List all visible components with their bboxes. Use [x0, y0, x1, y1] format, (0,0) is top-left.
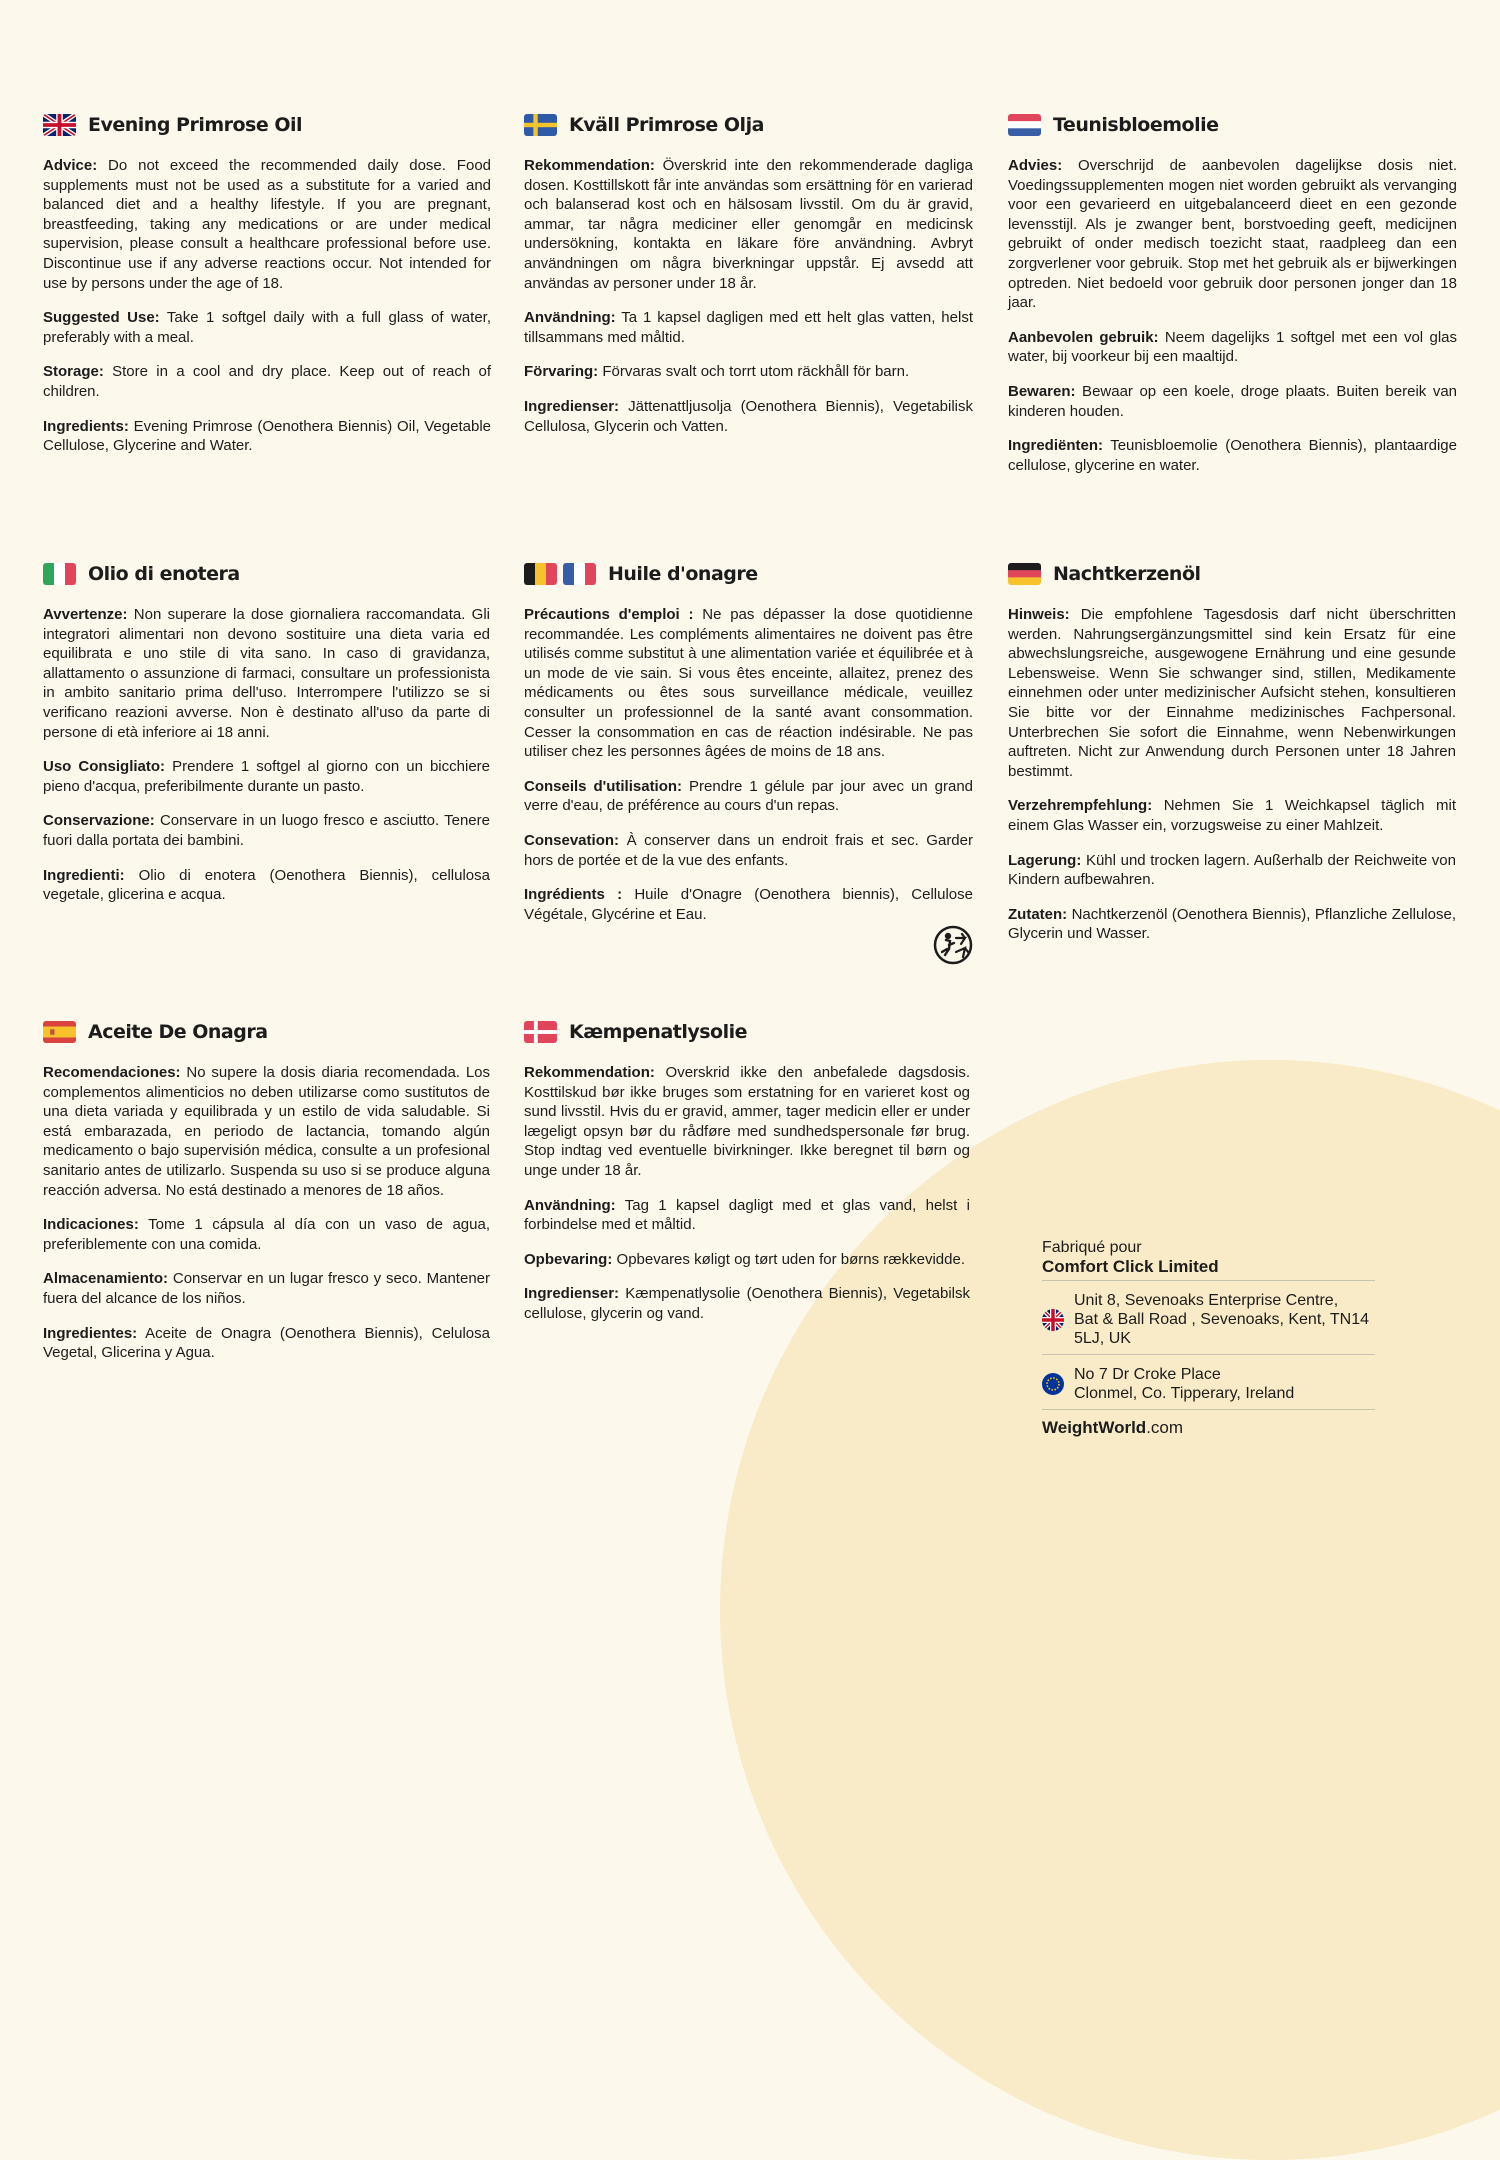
eu-address: [1042, 1355, 1375, 1410]
paragraph-text: Nehmen Sie 1 Weichkapsel täglich mit einem Glas Wasser ein, vorzugsweise zu einer Mahlzeit.: [1008, 797, 1456, 834]
paragraph-text: Evening Primrose (Oenothera Biennis) Oil, Vegetable Cellulose, Glycerine and Water.: [43, 417, 491, 455]
recycling-triman-icon: [932, 924, 974, 966]
section-header: [43, 114, 491, 136]
info-paragraph: [43, 605, 490, 742]
info-paragraph: [524, 1196, 970, 1235]
info-paragraph: [43, 1324, 490, 1363]
info-paragraph: [524, 1250, 970, 1270]
italy-flag-icon: [43, 563, 76, 585]
uk-flag-icon: [43, 114, 76, 136]
info-paragraph: [524, 605, 973, 762]
info-paragraph: [1008, 796, 1456, 835]
paragraph-label: Suggested Use:: [43, 309, 160, 327]
belgium-flag-icon: [524, 563, 557, 585]
paragraph-label: Ingredientes:: [43, 1324, 138, 1342]
info-paragraph: [524, 885, 973, 924]
paragraph-text: Die empfohlene Tagesdosis darf nicht überschritten werden. Nahrungsergänzungsmittel sind kein Ersatz für eine abwechslungsreiche, ausgewogene Ernährung und eine gesunde Lebensweise. Wenn Sie schwanger sind, stillen, Medikamente einnehmen oder unter medizinischer Aufsicht stehen, konsultieren Sie bitte vor der Einnahme medizinisches Fachpersonal. Unterbrechen Sie sofort die Einnahme, wenn Nebenwirkungen auftreten. Nicht zur Anwendung durch Personen unter 18 Jahren bestimmt.: [1008, 606, 1456, 780]
paragraph-label: Hinweis:: [1008, 606, 1070, 623]
paragraph-text: À conserver dans un endroit frais et sec. Garder hors de portée et de la vue des enfants.: [524, 831, 973, 869]
paragraph-label: Ingrédients :: [524, 886, 623, 904]
info-paragraph: [524, 1284, 970, 1323]
uk-address-line2: Bat & Ball Road , Sevenoaks, Kent, TN14 5LJ, UK: [1074, 1311, 1369, 1347]
made-for-block: [1042, 1238, 1375, 1281]
paragraph-text: Overskrid ikke den anbefalede dagsdosis. Kosttilskud bør ikke bruges som erstatning for en varieret kost og sund livsstil. Hvis du er gravid, ammer, tager medicin eller er under lægeligt opsyn bør du rådføre med sundhedspersonale før brug. Stop indtag ved eventuelle bivirkninger. Ikke beregnet til børn og unge under 18 år.: [524, 1064, 970, 1179]
paragraph-text: Ta 1 kapsel dagligen med ett helt glas vatten, helst tillsammans med måltid.: [524, 309, 973, 346]
section-title: Aceite De Onagra: [88, 1021, 268, 1043]
paragraph-label: Ingredienser:: [524, 397, 620, 415]
paragraph-text: Jättenattljusolja (Oenothera Biennis), Vegetabilisk Cellulosa, Glycerin och Vatten.: [524, 397, 973, 435]
info-paragraph: [43, 757, 490, 796]
section-header: [43, 1021, 490, 1043]
paragraph-text: Conservar en un lugar fresco y seco. Mantener fuera del alcance de los niños.: [43, 1270, 490, 1307]
info-paragraph: [524, 308, 973, 347]
paragraph-label: Conseils d'utilisation:: [524, 777, 683, 795]
paragraph-label: Indicaciones:: [43, 1216, 139, 1234]
info-paragraph: [43, 811, 490, 850]
flag-group: [524, 1021, 557, 1043]
paragraph-label: Användning:: [524, 309, 616, 327]
paragraph-label: Rekommendation:: [524, 157, 655, 174]
section-title: Huile d'onagre: [608, 563, 758, 585]
info-paragraph: [1008, 328, 1457, 367]
flag-group: [524, 563, 596, 585]
paragraph-text: Huile d'Onagre (Oenothera biennis), Cellulose Végétale, Glycérine et Eau.: [524, 886, 973, 923]
paragraph-label: Almacenamiento:: [43, 1270, 169, 1288]
uk-address-line1: Unit 8, Sevenoaks Enterprise Centre,: [1074, 1292, 1339, 1309]
flag-group: [43, 563, 76, 585]
section-header: [524, 1021, 970, 1043]
website-brand: WeightWorld: [1042, 1418, 1147, 1437]
info-paragraph: [524, 156, 973, 293]
netherlands-flag-icon: [1008, 114, 1041, 136]
section-title: Kæmpenatlysolie: [569, 1021, 748, 1043]
manufacturer-info: [1042, 1238, 1382, 1437]
paragraph-text: Tome 1 cápsula al día con un vaso de agua, preferiblemente con una comida.: [43, 1216, 490, 1253]
info-paragraph: [43, 156, 491, 293]
uk-flag-icon: [1042, 1309, 1064, 1331]
paragraph-text: Neem dagelijks 1 softgel met een vol glas water, bij voorkeur bij een maaltijd.: [1008, 328, 1457, 366]
paragraph-label: Ingrediënten:: [1008, 437, 1104, 455]
paragraph-text: Overschrijd de aanbevolen dagelijkse dosis niet. Voedingssupplementen mogen niet worden gebruikt als vervanging voor een gevarieerd en uitgebalanceerd dieet en een gezonde levensstijl. Als je zwanger bent, borstvoeding geeft, medicijnen gebruikt of onder medisch toezicht staat, raadpleeg dan een zorgverlener voor gebruik. Stop met het gebruik als er bijwerkingen optreden. Niet bedoeld voor gebruik door personen jonger dan 18 jaar.: [1008, 157, 1457, 312]
section-spain: [43, 1021, 490, 1378]
paragraph-label: Verzehrempfehlung:: [1008, 797, 1153, 815]
paragraph-text: Teunisbloemolie (Oenothera Biennis), plantaardige cellulose, glycerine en water.: [1008, 437, 1457, 474]
paragraph-text: Conservare in un luogo fresco e asciutto. Tenere fuori dalla portata dei bambini.: [43, 812, 490, 849]
company-name: Comfort Click Limited: [1042, 1257, 1219, 1276]
section-title: Evening Primrose Oil: [88, 114, 303, 136]
section-header: [1008, 114, 1457, 136]
paragraph-text: Kühl und trocken lagern. Außerhalb der Reichweite von Kindern aufbewahren.: [1008, 851, 1456, 889]
made-for-label: Fabriqué pour: [1042, 1239, 1142, 1256]
info-paragraph: [524, 397, 973, 436]
paragraph-text: Prendere 1 softgel al giorno con un bicchiere pieno d'acqua, preferibilmente durante un pasto.: [43, 758, 490, 795]
paragraph-label: Lagerung:: [1008, 851, 1082, 869]
paragraph-text: Non superare la dose giornaliera raccomandata. Gli integratori alimentari non devono sostituire una dieta varia ed equilibrata e uno stile di vita sano. In caso di gravidanza, allattamento o assunzione di farmaci, consultare un professionista in ambito sanitario prima dell'uso. Interrompere l'utilizzo se si verificano reazioni avverse. Non è destinato all'uso da parte di persone di età inferiore ai 18 anni.: [43, 606, 490, 741]
flag-group: [1008, 114, 1041, 136]
flag-group: [524, 114, 557, 136]
info-paragraph: [524, 831, 973, 870]
paragraph-label: Ingredienti:: [43, 866, 125, 884]
denmark-flag-icon: [524, 1021, 557, 1043]
section-header: [43, 563, 490, 585]
section-title: Teunisbloemolie: [1053, 114, 1219, 136]
info-paragraph: [43, 417, 491, 456]
paragraph-text: Kæmpenatlysolie (Oenothera Biennis), Vegetabilsk cellulose, glycerin og vand.: [524, 1285, 970, 1322]
paragraph-label: Advice:: [43, 157, 98, 174]
paragraph-label: Rekommendation:: [524, 1064, 655, 1081]
section-uk: [43, 114, 491, 471]
paragraph-text: Opbevares køligt og tørt uden for børns rækkevidde.: [612, 1250, 966, 1268]
paragraph-label: Opbevaring:: [524, 1250, 613, 1268]
info-paragraph: [43, 1269, 490, 1308]
paragraph-label: Förvaring:: [524, 363, 599, 381]
info-paragraph: [1008, 605, 1456, 781]
website-domain: .com: [1146, 1418, 1184, 1437]
paragraph-text: Överskrid inte den rekommenderade dagliga dosen. Kosttillskott får inte användas som ersättning för en varierad och balanserad kost och en hälsosam livsstil. Om du är gravid, ammar, tar några mediciner eller genomgår en medicinsk undersökning, kontakta en läkare före användning. Avbryt användningen om några biverkningar uppstår. Ej avsedd att användas av personer under 18 år.: [524, 157, 973, 292]
section-header: [524, 114, 973, 136]
section-belgium-france: [524, 563, 973, 939]
section-title: Olio di enotera: [88, 563, 240, 585]
france-flag-icon: [563, 563, 596, 585]
info-paragraph: [1008, 436, 1457, 475]
info-paragraph: [524, 777, 973, 816]
paragraph-label: Avvertenze:: [43, 606, 128, 623]
spain-flag-icon: [43, 1021, 76, 1043]
paragraph-text: Förvaras svalt och torrt utom räckhåll för barn.: [598, 363, 910, 381]
paragraph-label: Consevation:: [524, 831, 620, 849]
uk-address: [1042, 1281, 1375, 1355]
paragraph-label: Uso Consigliato:: [43, 758, 166, 776]
paragraph-label: Conservazione:: [43, 812, 155, 830]
sweden-flag-icon: [524, 114, 557, 136]
info-paragraph: [1008, 382, 1457, 421]
section-netherlands: [1008, 114, 1457, 490]
paragraph-label: Ingredienser:: [524, 1285, 620, 1303]
info-paragraph: [1008, 905, 1456, 944]
eu-address-line2: Clonmel, Co. Tipperary, Ireland: [1074, 1385, 1295, 1402]
paragraph-text: Store in a cool and dry place. Keep out of reach of children.: [43, 363, 491, 400]
paragraph-label: Användning:: [524, 1196, 616, 1214]
eu-address-line1: No 7 Dr Croke Place: [1074, 1366, 1221, 1383]
paragraph-label: Ingredients:: [43, 417, 129, 435]
paragraph-text: Do not exceed the recommended daily dose. Food supplements must not be used as a substitute for a varied and balanced diet and a healthy lifestyle. If you are pregnant, breastfeeding, taking any medications or are under medical supervision, please consult a healthcare professional before use. Discontinue use if any adverse reactions occur. Not intended for use by persons under the age of 18.: [43, 157, 491, 292]
info-paragraph: [43, 1063, 490, 1200]
section-germany: [1008, 563, 1456, 959]
section-header: [1008, 563, 1456, 585]
paragraph-text: No supere la dosis diaria recomendada. Los complementos alimenticios no deben utilizarse como sustitutos de una dieta variada y equilibrada y un estilo de vida saludable. Si está embarazada, en periodo de lactancia, tomando algún medicamento o bajo supervisión médica, consulte a un profesional sanitario antes de utilizarlo. Suspenda su uso si se produce alguna reacción adversa. No está destinado a menores de 18 años.: [43, 1064, 490, 1199]
paragraph-label: Bewaren:: [1008, 382, 1076, 400]
paragraph-label: Recomendaciones:: [43, 1064, 181, 1081]
paragraph-label: Zutaten:: [1008, 905, 1068, 923]
paragraph-text: Nachtkerzenöl (Oenothera Biennis), Pflanzliche Zellulose, Glycerin und Wasser.: [1008, 905, 1456, 943]
paragraph-text: Tag 1 kapsel dagligt med et glas vand, helst i forbindelse med et måltid.: [524, 1196, 970, 1234]
paragraph-label: Storage:: [43, 363, 104, 381]
info-paragraph: [43, 866, 490, 905]
paragraph-label: Advies:: [1008, 157, 1063, 174]
flag-group: [43, 114, 76, 136]
info-paragraph: [43, 1215, 490, 1254]
section-title: Kväll Primrose Olja: [569, 114, 764, 136]
info-paragraph: [524, 1063, 970, 1181]
flag-group: [1008, 563, 1041, 585]
paragraph-label: Aanbevolen gebruik:: [1008, 328, 1159, 346]
germany-flag-icon: [1008, 563, 1041, 585]
flag-group: [43, 1021, 76, 1043]
paragraph-text: Aceite de Onagra (Oenothera Biennis), Celulosa Vegetal, Glicerina y Agua.: [43, 1324, 490, 1362]
info-paragraph: [524, 362, 973, 382]
paragraph-text: Prendre 1 gélule par jour avec un grand verre d'eau, de préférence au cours d'un repas.: [524, 777, 973, 815]
paragraph-text: Bewaar op een koele, droge plaats. Buiten bereik van kinderen houden.: [1008, 382, 1457, 420]
section-sweden: [524, 114, 973, 451]
info-paragraph: [1008, 156, 1457, 313]
info-paragraph: [1008, 851, 1456, 890]
paragraph-label: Précautions d'emploi :: [524, 606, 694, 623]
section-header: [524, 563, 973, 585]
eu-flag-icon: [1042, 1373, 1064, 1395]
website-link[interactable]: [1042, 1418, 1382, 1437]
paragraph-text: Olio di enotera (Oenothera Biennis), cellulosa vegetale, glicerina e acqua.: [43, 866, 490, 904]
section-italy: [43, 563, 490, 920]
paragraph-text: Take 1 softgel daily with a full glass of water, preferably with a meal.: [43, 309, 491, 346]
section-title: Nachtkerzenöl: [1053, 563, 1201, 585]
info-paragraph: [43, 308, 491, 347]
section-denmark: [524, 1021, 970, 1339]
info-paragraph: [43, 362, 491, 401]
paragraph-text: Ne pas dépasser la dose quotidienne recommandée. Les compléments alimentaires ne doivent pas être utilisés comme substitut à une alimentation variée et équilibrée et à un mode de vie sain. Si vous êtes enceinte, allaitez, prenez des médicaments ou êtes sous surveillance médicale, veuillez consulter un professionnel de la santé avant consommation. Cesser la consommation en cas de réaction indésirable. Ne pas utiliser chez les personnes âgées de moins de 18 ans.: [524, 606, 973, 761]
